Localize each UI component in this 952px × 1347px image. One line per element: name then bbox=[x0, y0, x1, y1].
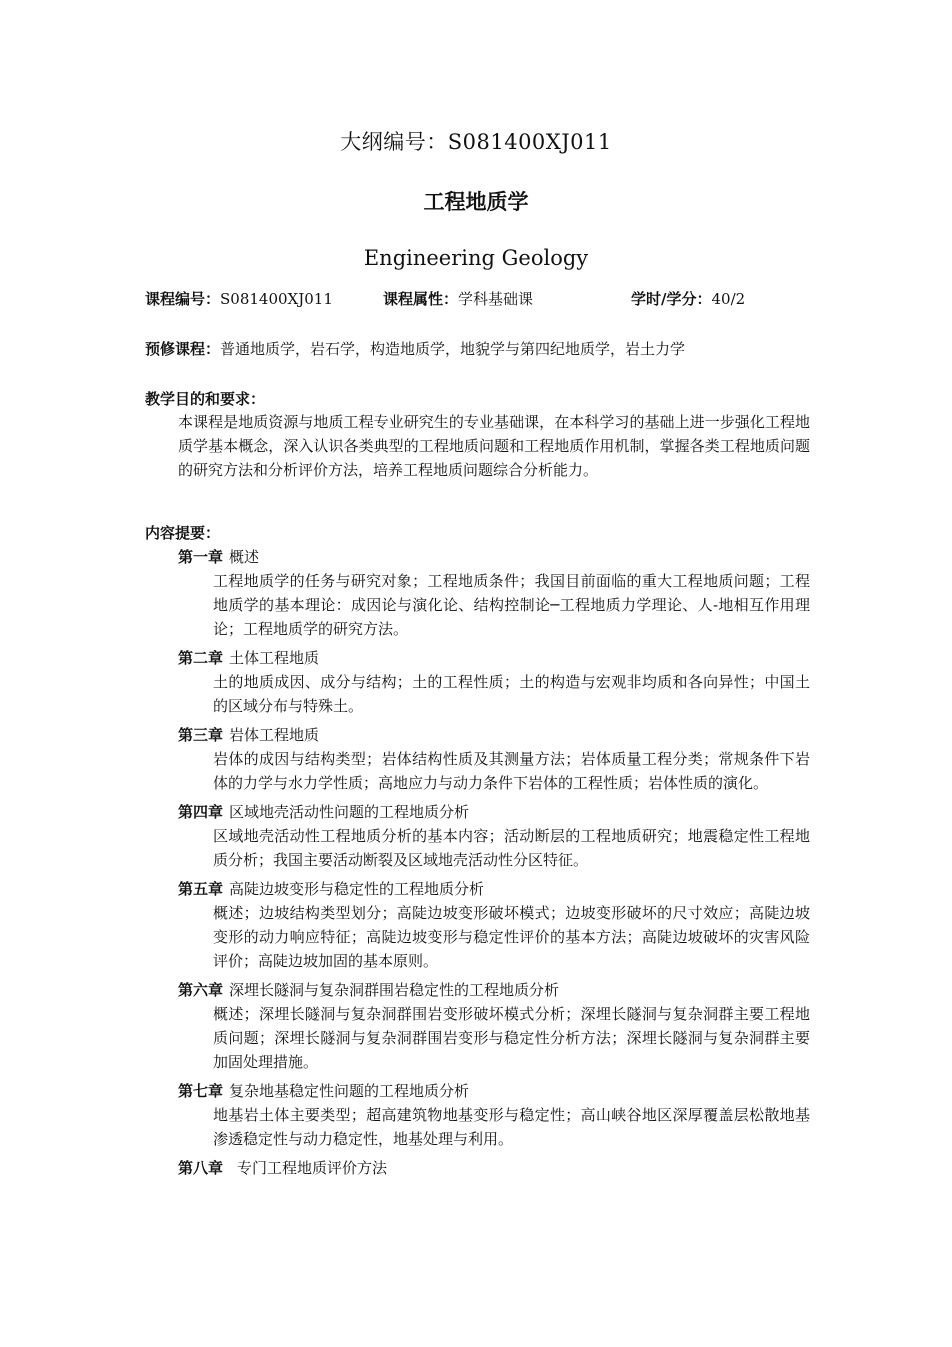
goals-text: 本课程是地质资源与地质工程专业研究生的专业基础课，在本科学习的基础上进一步强化工程地质学基本概念，深入认识各类典型的工程地质问题和工程地质作用机制，掌握各类工程地质问题的研究方法和分析评价方法，培养工程地质问题综合分析能力。 bbox=[178, 413, 810, 479]
chapter-6 bbox=[178, 978, 810, 1074]
chapter-4-body: 区域地壳活动性工程地质分析的基本内容；活动断层的工程地质研究；地震稳定性工程地质分析；我国主要活动断裂及区域地壳活动性分区特征。 bbox=[213, 827, 810, 869]
course-attribute-value: 学科基础课 bbox=[458, 290, 534, 308]
chapter-5 bbox=[178, 877, 810, 973]
course-attribute bbox=[383, 288, 533, 309]
chapter-7-heading bbox=[178, 1079, 810, 1103]
chapter-1 bbox=[178, 545, 810, 641]
chapter-list bbox=[178, 545, 810, 1185]
chapter-4-heading bbox=[178, 800, 810, 824]
chapter-2 bbox=[178, 646, 810, 718]
course-hours-label: 学时/学分： bbox=[631, 290, 712, 308]
chapter-6-heading bbox=[178, 978, 810, 1002]
chapter-8 bbox=[178, 1156, 810, 1180]
course-title-en: Engineering Geology bbox=[363, 246, 589, 270]
chapter-1-number: 第一章 bbox=[178, 548, 224, 566]
chapter-4 bbox=[178, 800, 810, 872]
chapter-8-title: 专门工程地质评价方法 bbox=[237, 1159, 388, 1177]
chapter-7-title: 复杂地基稳定性问题的工程地质分析 bbox=[229, 1082, 470, 1100]
chapter-2-title: 土体工程地质 bbox=[229, 649, 320, 667]
course-hours-credits bbox=[631, 288, 745, 309]
course-code bbox=[145, 288, 333, 309]
prerequisites bbox=[145, 338, 825, 359]
chapter-6-body: 概述；深埋长隧洞与复杂洞群围岩变形破坏模式分析；深埋长隧洞与复杂洞群主要工程地质问题；深埋长隧洞与复杂洞群围岩变形与稳定性分析方法；深埋长隧洞与复杂洞群主要加固处理措施。 bbox=[213, 1005, 810, 1071]
chapter-3 bbox=[178, 723, 810, 795]
chapter-3-title: 岩体工程地质 bbox=[229, 726, 320, 744]
chapter-7-number: 第七章 bbox=[178, 1082, 224, 1100]
goals-heading: 教学目的和要求： bbox=[145, 390, 266, 408]
course-code-label: 课程编号： bbox=[145, 290, 221, 308]
chapter-5-body: 概述；边坡结构类型划分；高陡边坡变形破坏模式；边坡变形破坏的尺寸效应；高陡边坡变形的动力响应特征；高陡边坡变形与稳定性评价的基本方法；高陡边坡破坏的灾害风险评价；高陡边坡加固的基本原则。 bbox=[213, 904, 810, 970]
outline-number: 大纲编号：S081400XJ011 bbox=[340, 130, 612, 154]
content-heading: 内容提要： bbox=[145, 524, 221, 542]
chapter-3-heading bbox=[178, 723, 810, 747]
chapter-5-title: 高陡边坡变形与稳定性的工程地质分析 bbox=[229, 880, 485, 898]
chapter-3-number: 第三章 bbox=[178, 726, 224, 744]
course-title-cn: 工程地质学 bbox=[423, 189, 529, 214]
course-code-value: S081400XJ011 bbox=[220, 290, 333, 308]
chapter-7 bbox=[178, 1079, 810, 1151]
chapter-2-heading bbox=[178, 646, 810, 670]
chapter-4-number: 第四章 bbox=[178, 803, 224, 821]
chapter-2-number: 第二章 bbox=[178, 649, 224, 667]
chapter-1-body: 工程地质学的任务与研究对象；工程地质条件；我国目前面临的重大工程地质问题；工程地质学的基本理论：成因论与演化论、结构控制论─工程地质力学理论、人-地相互作用理论；工程地质学的研究方法。 bbox=[213, 572, 810, 638]
chapter-5-heading bbox=[178, 877, 810, 901]
chapter-6-title: 深埋长隧洞与复杂洞群围岩稳定性的工程地质分析 bbox=[229, 981, 560, 999]
chapter-1-title: 概述 bbox=[229, 548, 260, 566]
course-attribute-label: 课程属性： bbox=[383, 290, 459, 308]
chapter-3-body: 岩体的成因与结构类型；岩体结构性质及其测量方法；岩体质量工程分类；常规条件下岩体的力学与水力学性质；高地应力与动力条件下岩体的工程性质；岩体性质的演化。 bbox=[213, 750, 810, 792]
prerequisites-label: 预修课程： bbox=[145, 340, 221, 358]
chapter-8-heading bbox=[178, 1156, 810, 1180]
prerequisites-value: 普通地质学，岩石学，构造地质学，地貌学与第四纪地质学，岩土力学 bbox=[220, 340, 686, 358]
course-hours-value: 40/2 bbox=[711, 290, 746, 308]
chapter-4-title: 区域地壳活动性问题的工程地质分析 bbox=[229, 803, 470, 821]
chapter-6-number: 第六章 bbox=[178, 981, 224, 999]
chapter-2-body: 土的地质成因、成分与结构；土的工程性质；土的构造与宏观非均质和各向异性；中国土的区域分布与特殊土。 bbox=[213, 673, 810, 715]
chapter-8-number: 第八章 bbox=[178, 1159, 224, 1177]
chapter-7-body: 地基岩土体主要类型；超高建筑物地基变形与稳定性；高山峡谷地区深厚覆盖层松散地基渗透稳定性与动力稳定性，地基处理与利用。 bbox=[213, 1106, 810, 1148]
chapter-5-number: 第五章 bbox=[178, 880, 224, 898]
chapter-1-heading bbox=[178, 545, 810, 569]
